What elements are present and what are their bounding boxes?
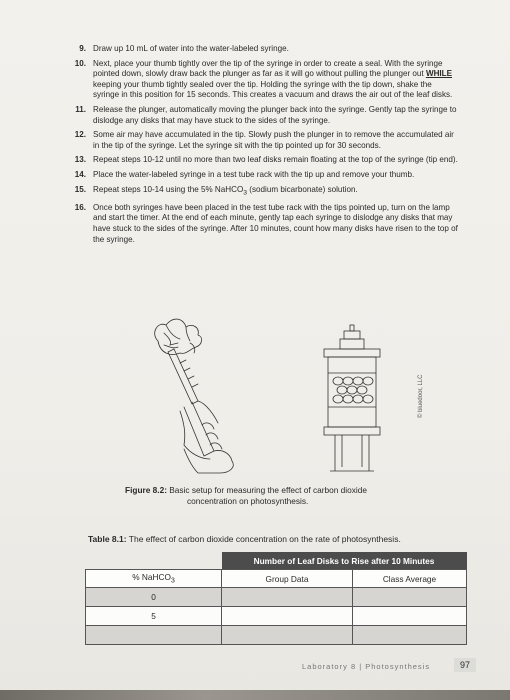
step-text: Once both syringes have been placed in the test tube rack with the tips pointed up, turn on the lamp and start the timer. At the end of each minute, gently tap each syringe to dislodge any disks that may have stuck to the sides of the syringe. After 10 minutes, count how many disks have risen to the top of the syringe.	[93, 202, 458, 244]
step-text	[93, 59, 460, 101]
copyright-notice: © bluedoor, LLC	[418, 374, 424, 418]
step-number: 10.	[74, 58, 86, 68]
syringe-setup-illustration	[140, 303, 440, 478]
empty-cell[interactable]	[353, 626, 467, 645]
step-text-part: Repeat steps 10-14 using the 5% NaHCO	[93, 184, 244, 194]
step-16	[56, 203, 460, 245]
emphasis-word: WHILE	[425, 69, 453, 79]
step-15	[56, 185, 460, 199]
step-text-part: Next, place your thumb tightly over the tip of the syringe in order to create a seal. With the syringe pointed down, slowly draw back the plunger as far as it will go without pulling the plunger out	[93, 58, 443, 79]
step-text: Release the plunger, automatically moving the plunger back into the syringe. Gently tap the syringe to dislodge any disks that may have stuck to the sides of the syringe.	[93, 104, 457, 125]
step-13	[56, 155, 460, 166]
table-header: Number of Leaf Disks to Rise after 10 Minutes	[222, 552, 467, 570]
step-text: Some air may have accumulated in the tip. Slowly push the plunger in to remove the accumulated air in the tip of the syringe. Let the syringe sit with the tip pointed up for 30 seconds.	[93, 130, 454, 150]
table-title-text: The effect of carbon dioxide concentration on the rate of photosynthesis.	[126, 534, 401, 544]
step-9	[56, 44, 460, 55]
page-bottom-edge	[0, 690, 510, 700]
class-average-cell[interactable]	[353, 607, 467, 626]
header-blank-cell	[86, 552, 222, 570]
column-header-row	[86, 570, 467, 588]
col-header-average: Class Average	[353, 570, 467, 588]
caption-text: Basic setup for measuring the effect of carbon dioxide	[166, 485, 367, 495]
step-10	[56, 59, 460, 101]
col-header-text: % NaHCO	[132, 572, 171, 583]
empty-cell[interactable]	[222, 626, 353, 645]
step-number: 16.	[74, 202, 86, 212]
figure-caption	[125, 485, 415, 506]
step-text: Place the water-labeled syringe in a test tube rack with the tip up and remove your thumb.	[93, 169, 415, 179]
test-tube-rack-drawing	[324, 325, 380, 471]
table-row	[86, 588, 467, 607]
step-number: 14.	[74, 169, 86, 179]
col-header-group: Group Data	[222, 570, 353, 588]
nahco3-value: 0	[86, 588, 222, 607]
table-label: Table 8.1:	[88, 534, 127, 544]
subscript: 3	[243, 189, 248, 197]
col-header-nahco3	[86, 570, 222, 588]
step-number: 11.	[75, 104, 86, 114]
class-average-cell[interactable]	[353, 588, 467, 607]
group-data-cell[interactable]	[222, 607, 353, 626]
running-footer: Laboratory 8 | Photosynthesis	[302, 662, 431, 671]
step-text	[93, 185, 460, 199]
nahco3-value: 5	[86, 607, 222, 626]
step-11	[56, 105, 460, 126]
step-text: Repeat steps 10-12 until no more than two leaf disks remain floating at the top of the syringe (tip end).	[93, 155, 458, 165]
step-text: Draw up 10 mL of water into the water-labeled syringe.	[93, 44, 289, 53]
subscript: 3	[170, 577, 175, 585]
caption-line	[125, 485, 415, 496]
caption-text-line2: concentration on photosynthesis.	[187, 495, 309, 506]
table-header-row	[86, 552, 467, 570]
group-data-cell[interactable]	[222, 588, 353, 607]
step-number: 13.	[74, 155, 86, 165]
table-title	[88, 534, 401, 544]
table-row	[86, 607, 467, 626]
hand-with-syringe-drawing	[155, 319, 234, 473]
step-number: 12.	[74, 130, 86, 140]
step-14	[56, 170, 460, 181]
step-12	[56, 130, 460, 151]
results-table	[85, 552, 467, 645]
table-row	[86, 626, 467, 645]
page-number: 97	[454, 658, 476, 672]
step-text-part: (sodium bicarbonate) solution.	[247, 184, 358, 194]
step-text-part: keeping your thumb tightly sealed over the tip. Holding the syringe with the tip down, shake the syringe in this position for 15 seconds. This creates a vacuum and draws the air out of the leaf disks.	[93, 79, 453, 100]
empty-cell	[86, 626, 222, 645]
step-number: 9.	[79, 44, 86, 53]
procedure-steps	[56, 44, 460, 249]
caption-label: Figure 8.2:	[125, 485, 167, 495]
step-number: 15.	[74, 184, 86, 194]
